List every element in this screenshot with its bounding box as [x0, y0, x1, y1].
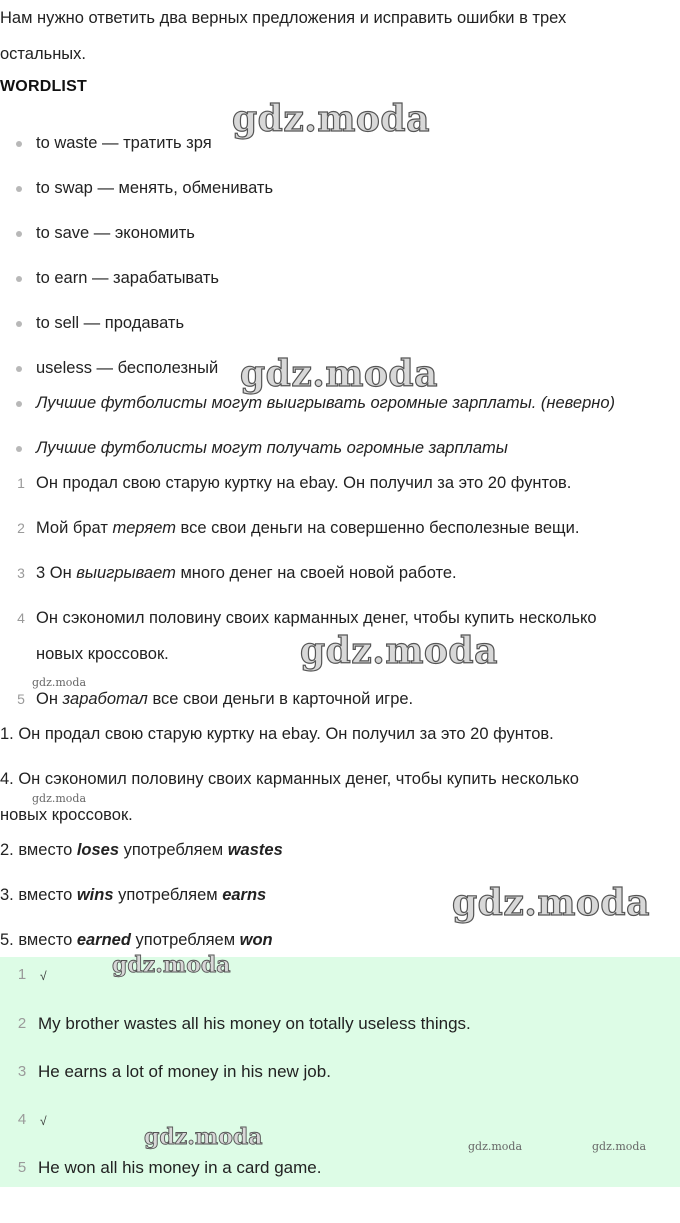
watermark-logo: gdz.moda — [112, 952, 231, 978]
sentence-number: 3 — [17, 565, 25, 581]
watermark-logo: gdz.moda — [468, 1140, 523, 1153]
watermark-logo: gdz.moda — [32, 792, 87, 805]
bullet-dot — [16, 366, 22, 372]
check-mark-icon: √ — [40, 969, 47, 983]
sentence-text-continued: новых кроссовок. — [36, 645, 169, 663]
bullet-dot — [16, 231, 22, 237]
answer-number: 4 — [17, 1111, 27, 1128]
sentence-number: 4 — [17, 610, 25, 626]
bullet-dot — [16, 446, 22, 452]
sentence-text: 3 Он выигрывает много денег на своей новой работе. — [36, 564, 457, 582]
wordlist-heading: WORDLIST — [0, 78, 87, 95]
watermark-logo: gdz.moda — [240, 353, 438, 395]
answer-text: He won all his money in a card game. — [38, 1158, 322, 1177]
correct-sentence-continued: новых кроссовок. — [0, 806, 133, 824]
answer-number: 3 — [17, 1063, 27, 1080]
watermark-logo: gdz.moda — [232, 98, 430, 140]
wordlist-item: to sell — продавать — [36, 314, 185, 332]
bullet-dot — [16, 276, 22, 282]
correct-sentence: 4. Он сэкономил половину своих карманных денег, чтобы купить несколько — [0, 770, 579, 788]
wordlist-item: to waste — тратить зря — [36, 134, 212, 152]
correction-line: 5. вместо earned употребляем won — [0, 931, 273, 949]
sentence-number: 1 — [17, 475, 25, 491]
wordlist-italic-item: Лучшие футболисты могут получать огромные зарплаты — [36, 439, 508, 457]
sentence-text: Он заработал все свои деньги в карточной игре. — [36, 690, 414, 708]
wordlist-item: to save — экономить — [36, 224, 195, 242]
answer-number: 1 — [17, 966, 27, 983]
bullet-dot — [16, 401, 22, 407]
intro-line-2: остальных. — [0, 45, 87, 63]
answer-number: 5 — [17, 1159, 27, 1176]
correction-line: 2. вместо loses употребляем wastes — [0, 841, 283, 859]
watermark-logo: gdz.moda — [300, 630, 498, 672]
sentence-number: 2 — [17, 520, 25, 536]
sentence-text: Он сэкономил половину своих карманных денег, чтобы купить несколько — [36, 609, 597, 627]
sentence-text: Мой брат теряет все свои деньги на совершенно бесполезные вещи. — [36, 519, 580, 537]
watermark-logo: gdz.moda — [592, 1140, 647, 1153]
wordlist-item: to earn — зарабатывать — [36, 269, 219, 287]
answer-number: 2 — [17, 1015, 27, 1032]
intro-line-1: Нам нужно ответить два верных предложения и исправить ошибки в трех — [0, 9, 567, 27]
bullet-dot — [16, 321, 22, 327]
answer-text: He earns a lot of money in his new job. — [38, 1062, 331, 1081]
answer-text: My brother wastes all his money on totally useless things. — [38, 1014, 471, 1033]
check-mark-icon: √ — [40, 1114, 47, 1128]
correct-sentence: 1. Он продал свою старую куртку на ebay. Он получил за это 20 фунтов. — [0, 725, 554, 743]
sentence-number: 5 — [17, 691, 25, 707]
bullet-dot — [16, 186, 22, 192]
wordlist-italic-item: Лучшие футболисты могут выигрывать огромные зарплаты. (неверно) — [36, 394, 615, 412]
watermark-logo: gdz.moda — [144, 1124, 263, 1150]
sentence-text: Он продал свою старую куртку на ebay. Он получил за это 20 фунтов. — [36, 474, 572, 492]
watermark-logo: gdz.moda — [452, 882, 650, 924]
watermark-logo: gdz.moda — [32, 676, 87, 689]
correction-line: 3. вместо wins употребляем earns — [0, 886, 267, 904]
wordlist-item: useless — бесполезный — [36, 359, 219, 377]
wordlist-item: to swap — менять, обменивать — [36, 179, 274, 197]
bullet-dot — [16, 141, 22, 147]
